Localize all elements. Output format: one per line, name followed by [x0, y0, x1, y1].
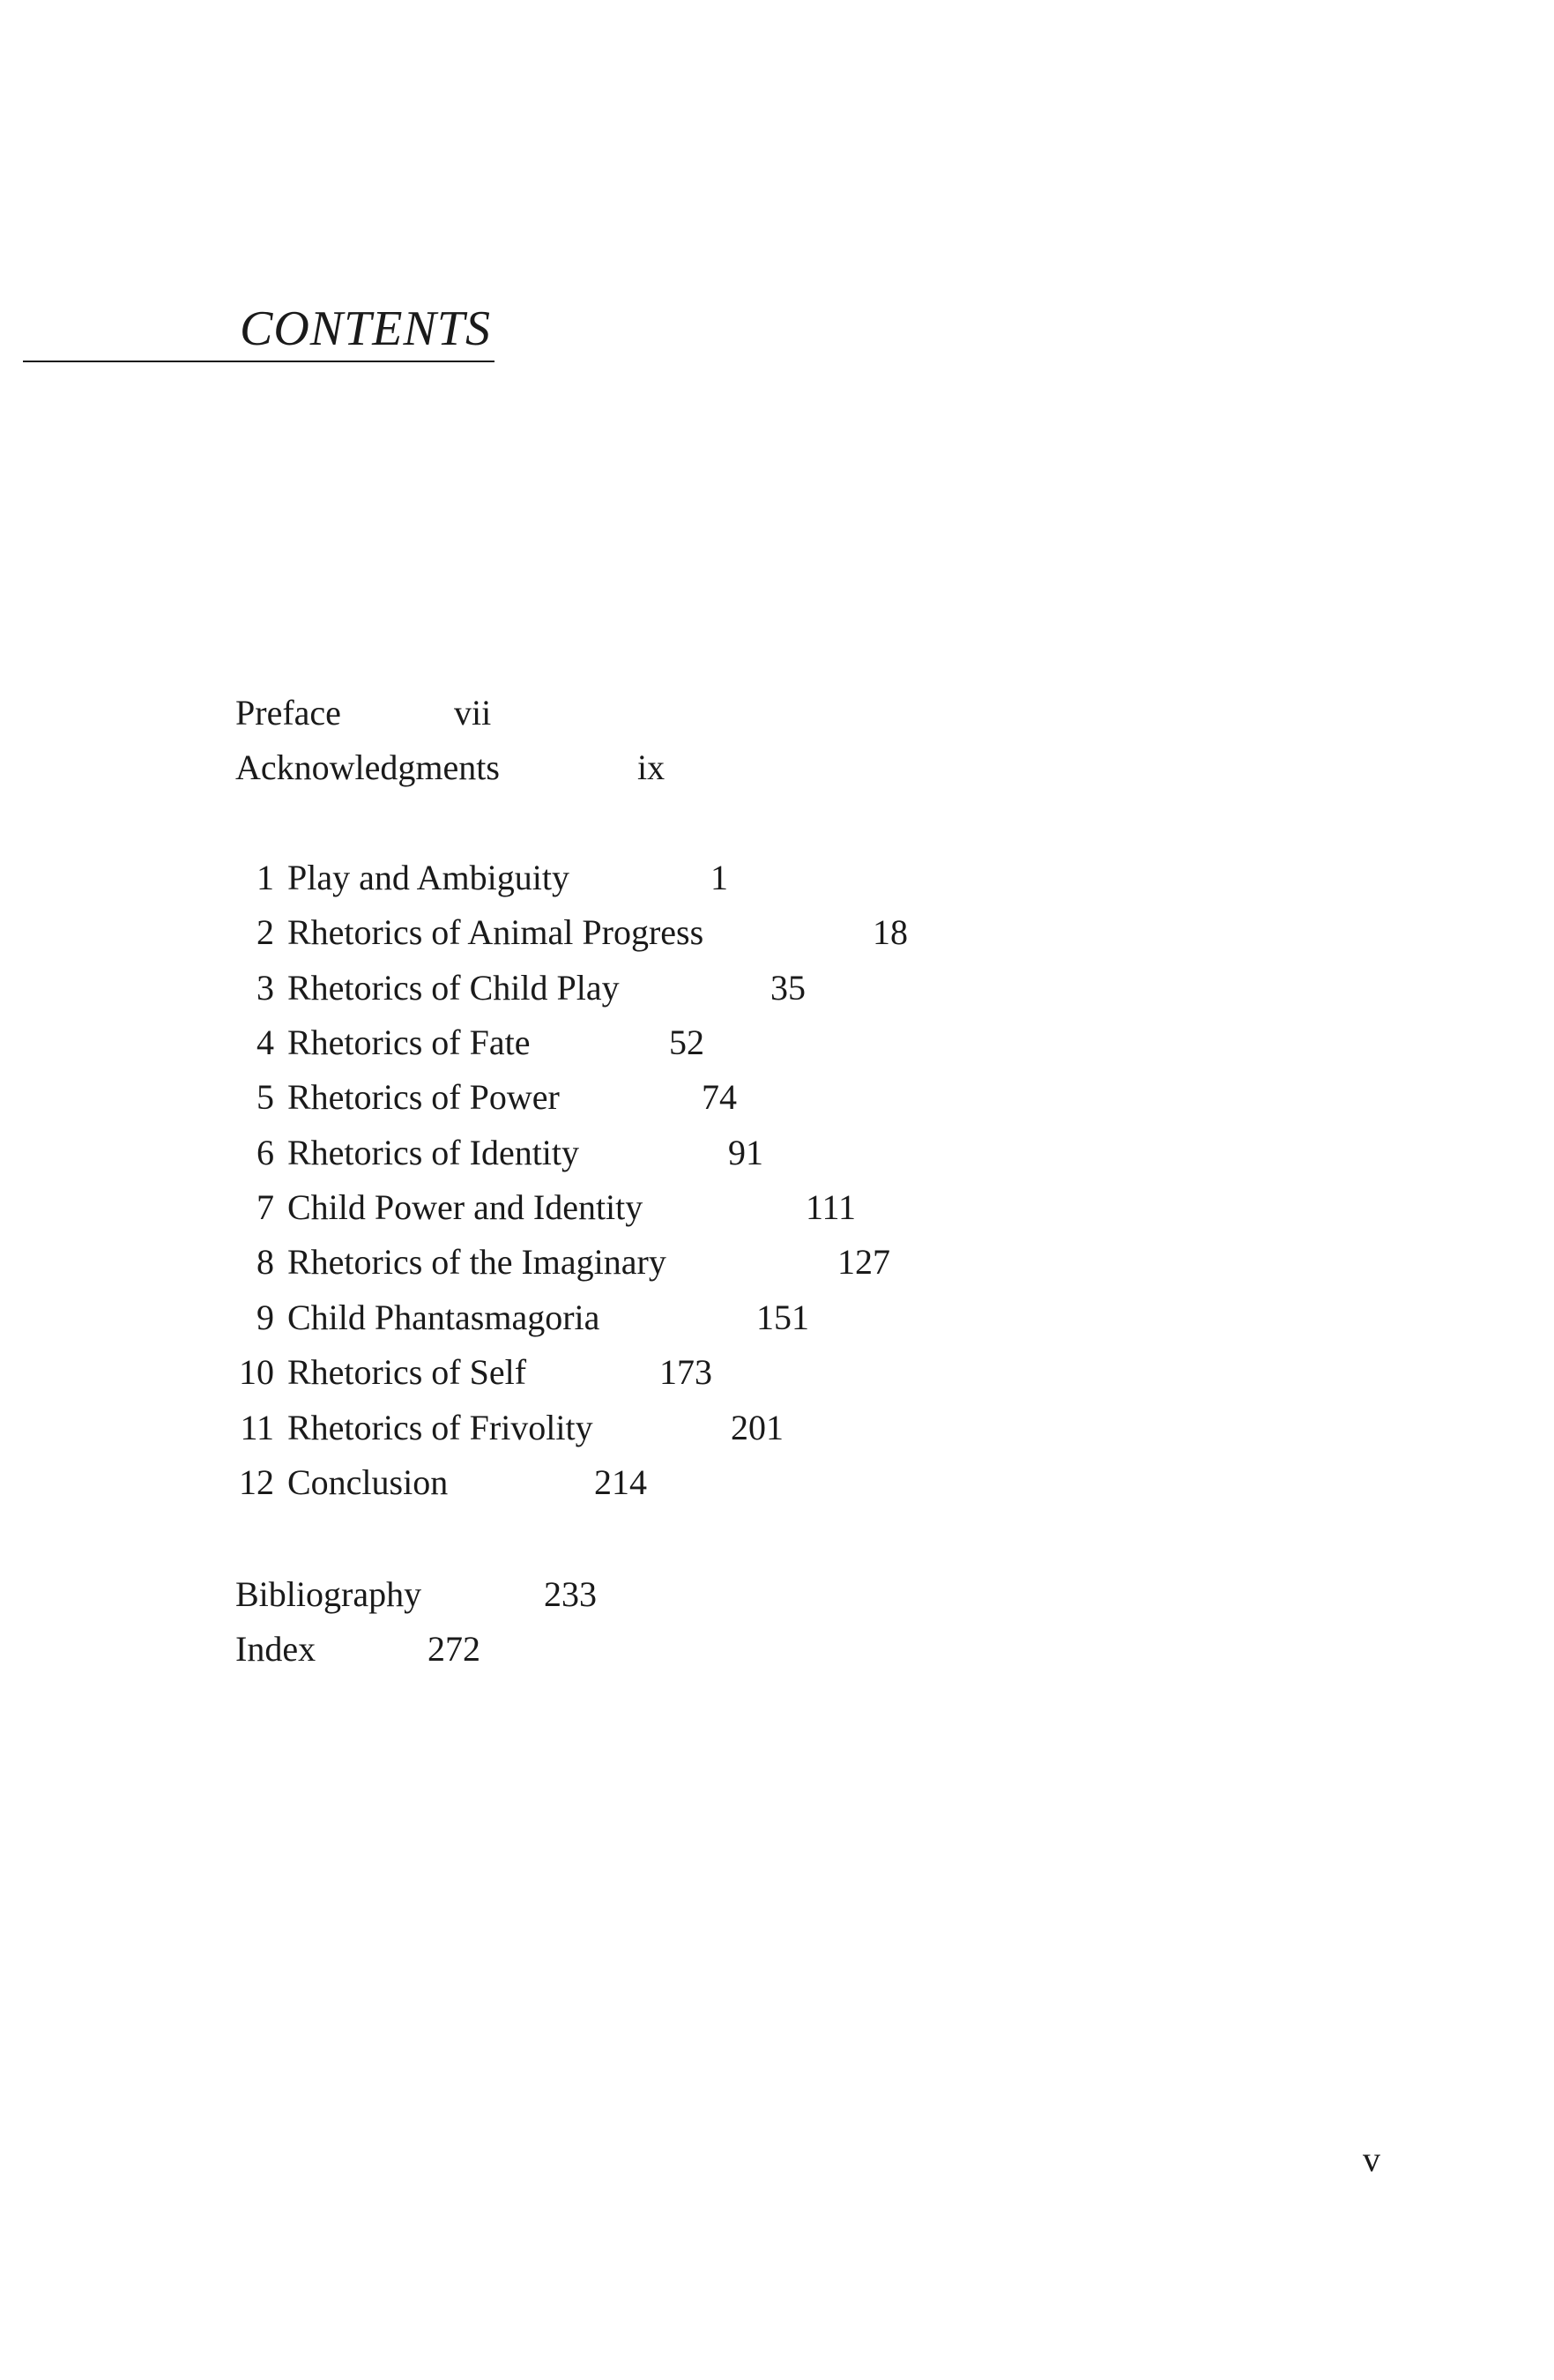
toc-entry-title: Rhetorics of Child Play: [287, 968, 620, 1008]
toc-entry-title: Conclusion: [287, 1462, 449, 1502]
toc-entry-page: 52: [669, 1023, 704, 1062]
chapter-number: 12: [239, 1462, 274, 1502]
toc-entry-title: Rhetorics of the Imaginary: [287, 1242, 666, 1282]
toc-entry-title: Rhetorics of Frivolity: [287, 1408, 593, 1447]
toc-entry-page: 201: [731, 1408, 784, 1447]
toc-entry-page: ix: [637, 747, 665, 787]
chapter-number: 3: [257, 968, 274, 1008]
toc-entry-page: 111: [806, 1187, 857, 1227]
chapter-number: 10: [239, 1352, 274, 1392]
chapter-number: 7: [257, 1187, 274, 1227]
toc-entry-page: 151: [756, 1298, 809, 1337]
toc-entry-title: Child Power and Identity: [287, 1187, 643, 1227]
toc-entry-title: Bibliography: [235, 1574, 422, 1614]
chapter-number: 11: [240, 1408, 274, 1447]
page-number: v: [1363, 2139, 1380, 2179]
toc-entry-page: 1: [710, 858, 728, 897]
toc-entry-page: 272: [428, 1629, 480, 1669]
toc-entry-page: vii: [454, 693, 492, 733]
toc-entry-title: Child Phantasmagoria: [287, 1298, 600, 1337]
chapter-number: 9: [257, 1298, 274, 1337]
toc-entry-title: Preface: [235, 693, 341, 733]
toc-entry-page: 35: [770, 968, 806, 1008]
toc-entry-title: Rhetorics of Animal Progress: [287, 912, 704, 952]
chapter-number: 8: [257, 1242, 274, 1282]
toc-entry-title: Rhetorics of Power: [287, 1077, 560, 1117]
contents-heading: CONTENTS: [240, 301, 491, 356]
toc-entry-title: Rhetorics of Identity: [287, 1133, 580, 1172]
toc-entry-page: 233: [544, 1574, 597, 1614]
toc-entry-title: Index: [235, 1629, 316, 1669]
chapter-number: 2: [257, 912, 274, 952]
toc-entry-title: Rhetorics of Fate: [287, 1023, 531, 1062]
chapter-number: 4: [257, 1023, 274, 1062]
chapter-number: 5: [257, 1077, 274, 1117]
toc-entry-title: Acknowledgments: [235, 747, 500, 787]
toc-entry-title: Play and Ambiguity: [287, 858, 569, 897]
chapter-number: 6: [257, 1133, 274, 1172]
toc-entry-page: 18: [873, 912, 908, 952]
chapter-number: 1: [257, 858, 274, 897]
toc-entry-page: 173: [659, 1352, 712, 1392]
toc-entry-page: 74: [702, 1077, 737, 1117]
toc-entry-page: 91: [728, 1133, 763, 1172]
toc-entry-page: 127: [837, 1242, 890, 1282]
toc-entry-page: 214: [594, 1462, 647, 1502]
toc-entry-title: Rhetorics of Self: [287, 1352, 527, 1392]
